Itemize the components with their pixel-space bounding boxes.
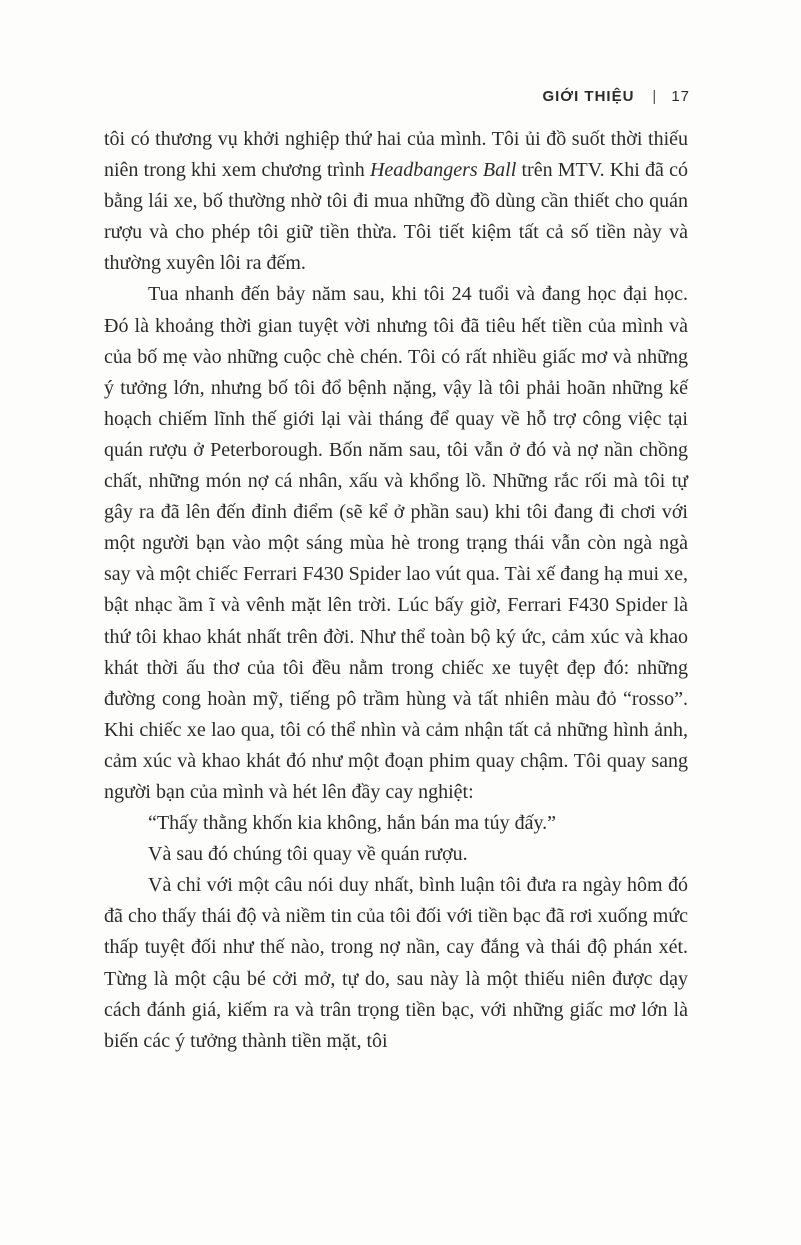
show-title-italic: Headbangers Ball bbox=[369, 159, 517, 182]
paragraph-4: Và sau đó chúng tôi quay về quán rượu. bbox=[148, 843, 468, 866]
paragraph-1 bbox=[104, 124, 688, 279]
page-number: 17 bbox=[671, 88, 690, 105]
paragraph-1-text-after: trên MTV. Khi đã có bằng lái xe, bố thường nhờ tôi đi mua những đồ dùng cần thiết cho quán rượu và cho phép tôi giữ tiền thừa. Tôi tiết kiệm tất cả số tiền này và thường xuyên lôi ra đếm. bbox=[104, 159, 689, 275]
paragraph-1-text-before: tôi có thương vụ khởi nghiệp thứ hai của mình. Tôi ủi đồ suốt thời thiếu niên trong khi xem chương trình bbox=[104, 128, 688, 182]
paragraph-5: Và chỉ với một câu nói duy nhất, bình luận tôi đưa ra ngày hôm đó đã cho thấy thái độ và niềm tin của tôi đối với tiền bạc đã rơi xuống mức thấp tuyệt đối như thế nào, trong nợ nần, cay đắng và thái độ phán xét. Từng là một cậu bé cởi mở, tự do, sau này là một thiếu niên được dạy cách đánh giá, kiếm ra và trân trọng tiền bạc, với những giấc mơ lớn là biến các ý tưởng thành tiền mặt, tôi bbox=[104, 874, 688, 1052]
body-text bbox=[104, 124, 688, 1057]
running-header bbox=[542, 88, 690, 105]
header-separator: | bbox=[652, 88, 658, 105]
section-title: GIỚI THIỆU bbox=[542, 88, 635, 105]
paragraph-3-quote: “Thấy thằng khốn kia không, hắn bán ma túy đấy.” bbox=[148, 812, 557, 835]
paragraph-2: Tua nhanh đến bảy năm sau, khi tôi 24 tuổi và đang học đại học. Đó là khoảng thời gian tuyệt vời nhưng tôi đã tiêu hết tiền của mình và của bố mẹ vào những cuộc chè chén. Tôi có rất nhiều giấc mơ và những ý tưởng lớn, nhưng bố tôi đổ bệnh nặng, vậy là tôi phải hoãn những kế hoạch chiếm lĩnh thế giới lại vài tháng để quay về hỗ trợ công việc tại quán rượu ở Peterborough. Bốn năm sau, tôi vẫn ở đó và nợ nần chồng chất, những món nợ cá nhân, xấu và khổng lồ. Những rắc rối mà tôi tự gây ra đã lên đến đỉnh điểm (sẽ kể ở phần sau) khi tôi đang đi chơi với một người bạn vào một sáng mùa hè trong trạng thái vẫn còn ngà ngà say và một chiếc Ferrari F430 Spider lao vút qua. Tài xế đang hạ mui xe, bật nhạc ầm ĩ và vênh mặt lên trời. Lúc bấy giờ, Ferrari F430 Spider là thứ tôi khao khát nhất trên đời. Như thể toàn bộ ký ức, cảm xúc và khao khát thời ấu thơ của tôi đều nằm trong chiếc xe tuyệt đẹp đó: những đường cong hoàn mỹ, tiếng pô trầm hùng và tất nhiên màu đỏ “rosso”. Khi chiếc xe lao qua, tôi có thể nhìn và cảm nhận tất cả những hình ảnh, cảm xúc và khao khát đó như một đoạn phim quay chậm. Tôi quay sang người bạn của mình và hét lên đầy cay nghiệt: bbox=[104, 283, 688, 803]
